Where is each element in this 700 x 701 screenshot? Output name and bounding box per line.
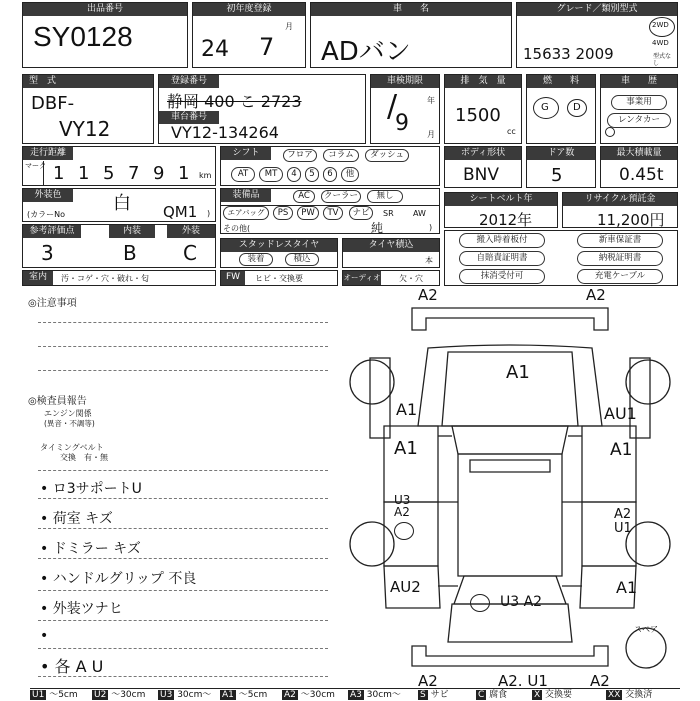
equipment-box (220, 188, 440, 234)
fw-label: FW (221, 271, 245, 285)
recycle-value: 11,200円 (597, 211, 665, 229)
mark-fr-fender: AU1 (604, 404, 637, 423)
mark-rl-quarter: AU2 (390, 578, 421, 596)
remark-2: • 荷室 キズ (40, 511, 113, 527)
audio-row (342, 270, 440, 286)
spare-label: スペア (634, 625, 658, 634)
color-code: QM1 (163, 203, 198, 221)
doc-cable: 充電ケーブル (577, 269, 663, 284)
recycle-box (562, 192, 678, 228)
legend-u3: U3 30cm～ (160, 690, 212, 700)
mark-bottom-left: A2 (418, 672, 438, 690)
recycle-label: リサイクル預託金 (563, 193, 677, 206)
legend (30, 688, 680, 700)
fuel-g: G (541, 102, 549, 113)
exterior-value: C (183, 241, 197, 265)
color-no-label: (カラーNo (27, 210, 65, 219)
shift-4: 4 (287, 167, 301, 182)
legend-a3: A3 30cm～ (350, 690, 401, 700)
displacement-unit: cc (507, 127, 516, 136)
equip-cooler: クーラー (321, 190, 361, 203)
studless-loaded: 積込 (285, 253, 319, 266)
color-box (22, 188, 216, 222)
equip-tv: TV (323, 206, 343, 220)
mark-rr-door: A2 U1 (614, 507, 632, 536)
lot-label: 出品番号 (23, 3, 187, 16)
mark-rear: U3 A2 (500, 594, 543, 610)
fw-row (220, 270, 338, 286)
model-value-1: DBF- (31, 93, 75, 114)
month-value: 7 (259, 33, 275, 61)
mileage-digit-5: 9 (153, 163, 165, 184)
drive-4wd: 4WD (652, 39, 669, 47)
inspection-month-label: 月 (427, 130, 435, 139)
documents-box (444, 230, 678, 286)
equip-none: 無し (367, 190, 403, 203)
equip-airbag: エアバッグ (223, 206, 269, 220)
score-label: 参考評価点 (23, 225, 81, 238)
timing-label: タイミングベルト (40, 443, 104, 452)
mileage-unit: km (199, 171, 212, 180)
mark-bottom-right: A2 (590, 672, 610, 690)
legend-a1: A1 ～5cm (222, 690, 268, 700)
inspection-label: 車検期限 (371, 75, 439, 88)
remark-5: • 外装ツナヒ (40, 601, 123, 617)
registration-label: 登録番号 (159, 75, 219, 88)
drive-none: 型式なし (653, 53, 672, 67)
equip-navi: ナビ (349, 206, 373, 220)
inspection-mark: / (387, 89, 398, 124)
shift-5: 5 (305, 167, 319, 182)
shift-column: コラム (323, 149, 359, 162)
equip-ac: AC (293, 190, 315, 203)
doors-value: 5 (551, 165, 563, 186)
model-value-2: VY12 (59, 117, 111, 141)
inspection-year-label: 年 (427, 96, 435, 105)
load-label: 最大積載量 (601, 147, 677, 160)
fuel-label: 燃 料 (527, 75, 595, 88)
legend-a2: A2 ～30cm (284, 690, 335, 700)
car-name-value: ADバン (321, 37, 411, 67)
color-close: ) (207, 209, 211, 218)
mileage-label: 走行距離 (23, 147, 73, 160)
doc-warranty: 新車保証書 (577, 233, 663, 248)
tire-load-box (342, 238, 440, 268)
fw-items: ヒビ・交換要 (255, 274, 303, 283)
engine-label: エンジン関係 (44, 409, 92, 418)
seatbelt-value: 2012年 (479, 211, 533, 229)
fuel-d: D (573, 102, 581, 113)
mileage-box (22, 146, 216, 186)
score-box (22, 224, 216, 268)
legend-c: C 腐食 (478, 690, 508, 700)
shift-at: AT (231, 167, 255, 182)
displacement-box (444, 74, 522, 144)
equip-aw: AW (413, 209, 426, 218)
equip-sr: SR (383, 209, 394, 218)
mark-bottom-center: A2. U1 (498, 672, 548, 690)
body-box (444, 146, 522, 188)
shift-other: 他 (341, 167, 359, 182)
mark-rr-quarter: A1 (616, 578, 638, 597)
mark-rl-door: U3 A2 (394, 493, 411, 519)
history-business: 事業用 (611, 95, 667, 110)
equip-pw: PW (297, 206, 319, 220)
mileage-digit-2: 1 (78, 163, 90, 184)
load-box (600, 146, 678, 188)
remark-7: • 各 A U (40, 657, 104, 676)
audio-label: オーディオ (343, 271, 381, 285)
studless-box (220, 238, 338, 268)
load-value: 0.45t (619, 165, 664, 185)
interior-row (22, 270, 216, 286)
interior-row-items: 汚・コゲ・穴・破れ・匂 (61, 274, 149, 283)
color-value: 白 (113, 193, 131, 214)
doc-cancel: 抹消受付可 (459, 269, 545, 284)
interior-label: 内装 (109, 225, 155, 238)
inspector-label: ◎検査員報告 (28, 396, 87, 407)
shift-mt: MT (259, 167, 283, 182)
studless-mounted: 装着 (239, 253, 273, 266)
registration-value: 静岡 400 こ 2723 (167, 92, 302, 111)
doors-box (526, 146, 596, 188)
lot-box (22, 2, 188, 68)
grade-label: グレード／類別型式 (517, 3, 677, 16)
equip-ps: PS (273, 206, 293, 220)
registration-box (158, 74, 366, 144)
legend-s: S サビ (420, 690, 449, 700)
lot-number: SY0128 (33, 21, 133, 52)
tire-load-unit: 本 (425, 256, 433, 265)
doc-carry-in: 搬入時着板付 (459, 233, 545, 248)
remark-4: • ハンドルグリップ 不良 (40, 571, 197, 587)
exterior-label: 外装 (167, 225, 215, 238)
shift-label: シフト (221, 147, 271, 160)
remark-3: • ドミラー キズ (40, 541, 141, 557)
mileage-mark-label: マーク (25, 162, 46, 170)
interior-row-label: 室内 (23, 271, 53, 285)
engine-sub: (異音・不調等) (44, 419, 95, 428)
body-value: BNV (463, 165, 500, 185)
interior-value: B (123, 241, 137, 265)
drive-2wd: 2WD (652, 21, 669, 29)
legend-x: X 交換要 (534, 690, 573, 700)
chassis-label: 車台番号 (159, 111, 219, 124)
car-name-box (310, 2, 512, 68)
equip-other-value: 純 (371, 221, 384, 235)
remark-1: • ロ3サポートU (40, 481, 142, 497)
chassis-value: VY12-134264 (171, 123, 279, 142)
history-rental: レンタカー (607, 113, 671, 128)
grade-box (516, 2, 678, 68)
timing-sub: 交換 有・無 (60, 453, 108, 462)
displacement-label: 排 気 量 (445, 75, 521, 88)
displacement-value: 1500 (455, 105, 501, 126)
doc-insurance: 自賠責証明書 (459, 251, 545, 266)
equipment-label: 装備品 (221, 189, 271, 202)
model-label: 型 式 (23, 75, 153, 88)
history-box (600, 74, 678, 144)
mileage-digit-1: 1 (53, 163, 65, 184)
shift-6: 6 (323, 167, 337, 182)
month-label: 月 (285, 22, 293, 31)
mark-fl-fender: A1 (396, 400, 418, 419)
equip-other-close: ) (429, 223, 433, 232)
car-diagram (340, 286, 680, 690)
model-box (22, 74, 154, 144)
doors-label: ドア数 (527, 147, 595, 160)
equip-other-label: その他( (223, 224, 251, 233)
inspection-value: 9 (395, 111, 409, 136)
mark-fr-door: A1 (610, 440, 633, 460)
mark-hood: A1 (506, 362, 530, 383)
grade-value: 15633 2009 (523, 45, 614, 63)
mileage-digit-6: 1 (178, 163, 190, 184)
history-label: 車 歴 (601, 75, 677, 88)
doc-tax: 納税証明書 (577, 251, 663, 266)
mileage-digit-4: 7 (128, 163, 140, 184)
score-value: 3 (41, 241, 54, 265)
year-value: 24 (201, 37, 229, 62)
inspection-box (370, 74, 440, 144)
year-box (192, 2, 306, 68)
studless-label: スタッドレスタイヤ (221, 239, 337, 252)
fuel-box (526, 74, 596, 144)
mark-fl-door: A1 (394, 438, 418, 459)
seatbelt-label: シートベルト年 (445, 193, 557, 206)
mark-top-right: A2 (586, 286, 606, 304)
legend-u2: U2 ～30cm (94, 690, 146, 700)
seatbelt-box (444, 192, 558, 228)
mark-top-left: A2 (418, 286, 438, 304)
legend-u1: U1 ～5cm (32, 690, 78, 700)
legend-xx: XX 交換済 (608, 690, 653, 700)
color-label: 外装色 (23, 189, 73, 202)
shift-dash: ダッシュ (365, 149, 409, 162)
car-name-label: 車 名 (311, 3, 511, 16)
tire-load-label: タイヤ積込 (343, 239, 439, 252)
year-label: 初年度登録 (193, 3, 305, 16)
notes-label: ◎注意事項 (28, 298, 77, 309)
audio-items: 欠・穴 (399, 274, 423, 283)
shift-floor: フロア (283, 149, 317, 162)
body-label: ボディ形状 (445, 147, 521, 160)
remark-6: • (40, 628, 53, 644)
mileage-digit-3: 5 (103, 163, 115, 184)
shift-box (220, 146, 440, 186)
